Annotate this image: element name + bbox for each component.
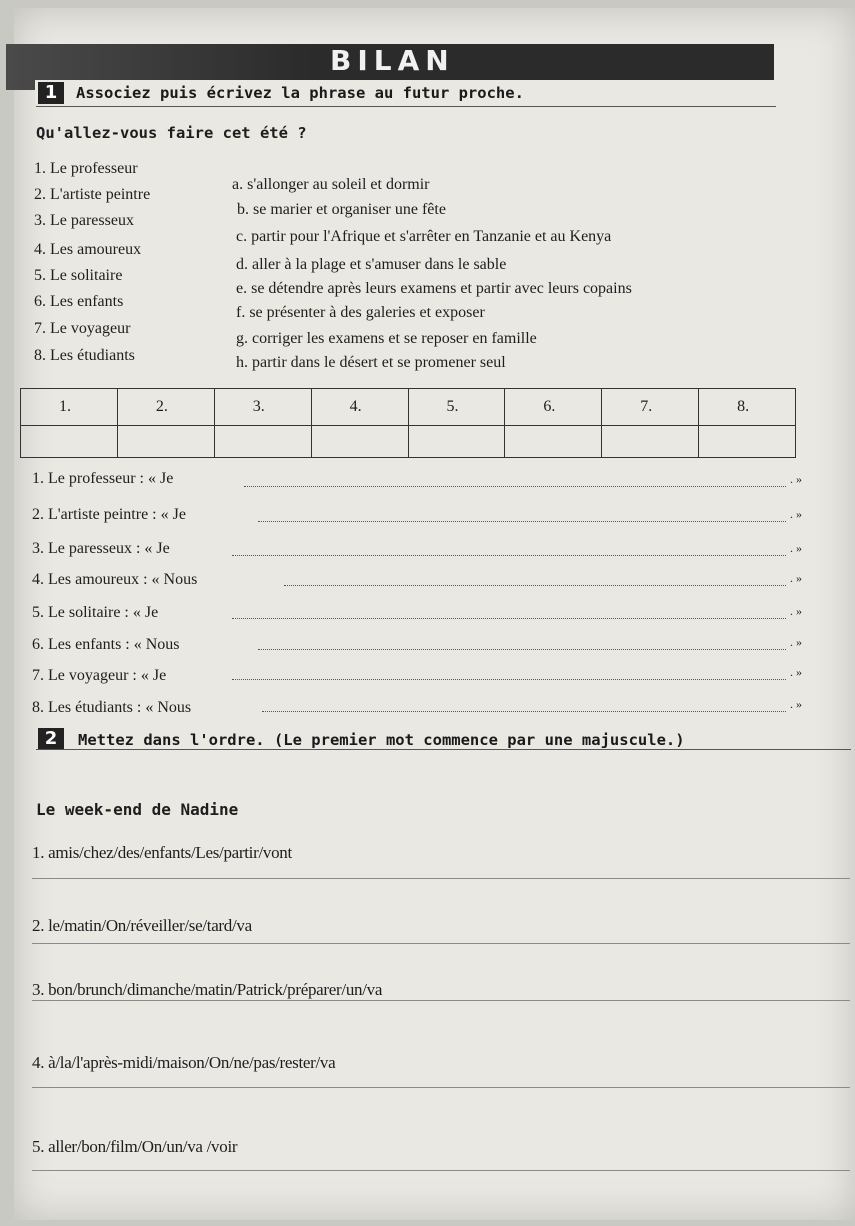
grid-header-cell: 7.: [602, 389, 699, 426]
matching-grid: [20, 388, 796, 458]
order-item: 3. bon/brunch/dimanche/matin/Patrick/préparer/un/va: [32, 980, 383, 999]
grid-header-cell: 2.: [117, 389, 214, 426]
closing-quote: . »: [790, 665, 802, 680]
grid-header-cell: 3.: [214, 389, 311, 426]
sentence-prompt: 8. Les étudiants : « Nous: [32, 699, 192, 716]
activity-item: g. corriger les examens et se reposer en famille: [236, 330, 537, 347]
grid-answer-cell[interactable]: [408, 426, 505, 458]
exercise-2-number: 2: [38, 728, 64, 750]
subject-item: 3. Le paresseux: [34, 212, 134, 229]
activity-item: d. aller à la plage et s'amuser dans le sable: [236, 256, 507, 273]
sentence-prompt: 1. Le professeur : « Je: [32, 470, 174, 487]
closing-quote: . »: [790, 507, 802, 522]
grid-answer-cell[interactable]: [505, 426, 602, 458]
order-item: 5. aller/bon/film/On/un/va /voir: [32, 1137, 238, 1156]
answer-fill-line[interactable]: [244, 486, 786, 487]
answer-line[interactable]: [32, 1087, 850, 1088]
sentence-prompt: 2. L'artiste peintre : « Je: [32, 506, 186, 523]
grid-header-cell: 4.: [311, 389, 408, 426]
activity-item: a. s'allonger au soleil et dormir: [232, 176, 430, 193]
sentence-prompt: 5. Le solitaire : « Je: [32, 604, 159, 621]
activity-item: c. partir pour l'Afrique et s'arrêter en Tanzanie et au Kenya: [236, 228, 612, 245]
activity-item: f. se présenter à des galeries et exposer: [236, 304, 485, 321]
order-item: 4. à/la/l'après-midi/maison/On/ne/pas/rester/va: [32, 1053, 336, 1072]
grid-answer-cell[interactable]: [602, 426, 699, 458]
answer-fill-line[interactable]: [258, 649, 786, 650]
grid-answer-cell[interactable]: [117, 426, 214, 458]
grid-header-cell: 1.: [21, 389, 118, 426]
grid-header-cell: 8.: [699, 389, 796, 426]
exercise-1-instruction: Associez puis écrivez la phrase au futur proche.: [76, 84, 524, 102]
answer-line[interactable]: [32, 943, 850, 944]
order-item: 1. amis/chez/des/enfants/Les/partir/vont: [32, 843, 292, 862]
closing-quote: . »: [790, 635, 802, 649]
page-title: BILAN: [330, 44, 455, 77]
activity-item: b. se marier et organiser une fête: [237, 201, 446, 218]
subject-item: 5. Le solitaire: [34, 267, 123, 284]
sentence-prompt: 6. Les enfants : « Nous: [32, 636, 180, 653]
activity-item: e. se détendre après leurs examens et partir avec leurs copains: [236, 280, 632, 297]
order-item: 2. le/matin/On/réveiller/se/tard/va: [32, 916, 252, 935]
subject-item: 1. Le professeur: [34, 160, 138, 177]
answer-fill-line[interactable]: [258, 521, 786, 522]
answer-line[interactable]: [32, 878, 850, 879]
subject-item: 4. Les amoureux: [34, 241, 142, 258]
grid-header-cell: 6.: [505, 389, 602, 426]
divider: [36, 106, 776, 107]
grid-answer-cell[interactable]: [214, 426, 311, 458]
closing-quote: . »: [790, 472, 802, 486]
subject-item: 6. Les enfants: [34, 293, 124, 310]
closing-quote: . »: [790, 696, 802, 711]
closing-quote: . »: [790, 603, 802, 618]
grid-answer-cell[interactable]: [699, 426, 796, 458]
grid-header-cell: 5.: [408, 389, 505, 426]
grid-answer-cell[interactable]: [21, 426, 118, 458]
answer-line[interactable]: [32, 1170, 850, 1171]
subject-item: 2. L'artiste peintre: [34, 186, 151, 203]
subject-item: 8. Les étudiants: [34, 347, 135, 364]
sentence-prompt: 3. Le paresseux : « Je: [32, 540, 170, 557]
closing-quote: . »: [790, 571, 802, 586]
subject-item: 7. Le voyageur: [34, 320, 131, 337]
exercise-1-question: Qu'allez-vous faire cet été ?: [36, 124, 307, 142]
answer-fill-line[interactable]: [284, 585, 786, 586]
activity-item: h. partir dans le désert et se promener seul: [236, 354, 506, 371]
exercise-2-title: Le week-end de Nadine: [36, 800, 239, 819]
exercise-1-number: 1: [38, 82, 64, 104]
closing-quote: . »: [790, 540, 802, 555]
answer-fill-line[interactable]: [232, 555, 786, 556]
sentence-prompt: 4. Les amoureux : « Nous: [32, 571, 198, 588]
answer-fill-line[interactable]: [232, 679, 786, 680]
answer-fill-line[interactable]: [232, 618, 786, 619]
answer-line[interactable]: [32, 1000, 850, 1001]
exercise-2-instruction: Mettez dans l'ordre. (Le premier mot commence par une majuscule.): [78, 731, 685, 749]
divider: [36, 749, 851, 750]
answer-fill-line[interactable]: [262, 711, 786, 712]
sentence-prompt: 7. Le voyageur : « Je: [32, 667, 167, 684]
grid-answer-cell[interactable]: [311, 426, 408, 458]
